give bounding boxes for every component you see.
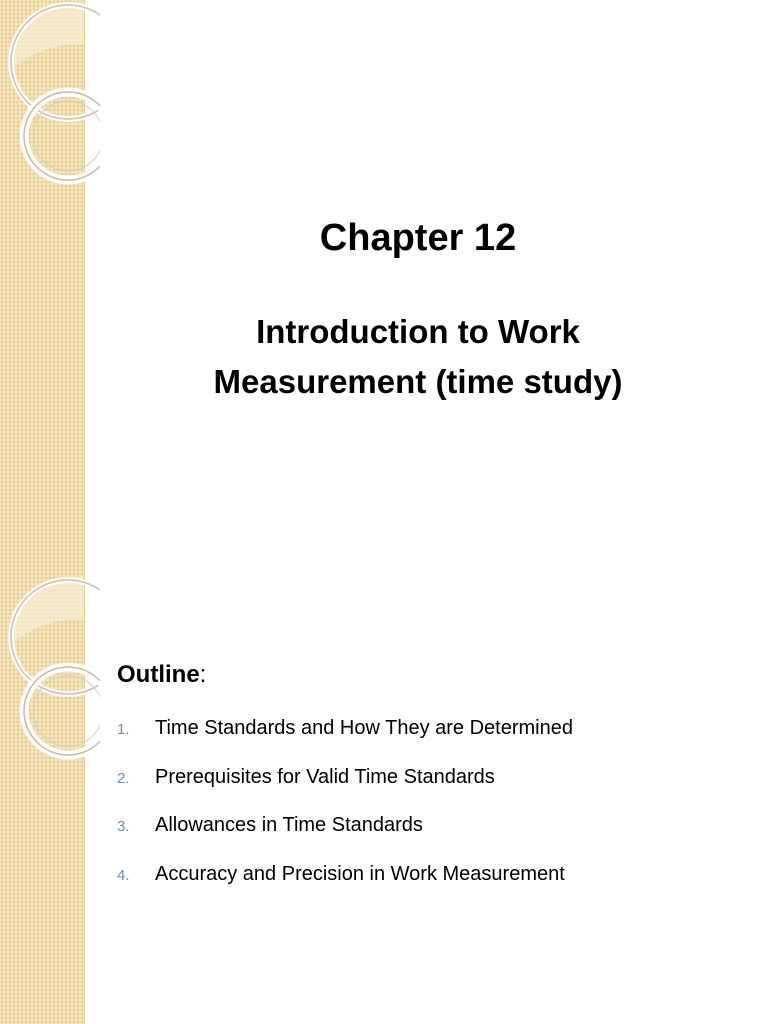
list-item-text: Prerequisites for Valid Time Standards xyxy=(155,765,495,788)
list-item-text: Allowances in Time Standards xyxy=(155,814,423,836)
outline-heading xyxy=(117,658,206,692)
list-item-text: Accuracy and Precision in Work Measurement xyxy=(155,862,565,885)
chapter-title: Chapter 12 xyxy=(319,217,517,259)
outline-label: Outline xyxy=(117,661,200,688)
subtitle-line-2: Measurement (time study) xyxy=(213,363,623,400)
list-item-number: 1. xyxy=(117,721,130,738)
subtitle-line-1: Introduction to Work xyxy=(256,313,580,350)
chapter-subtitle xyxy=(84,307,752,407)
outline-colon: : xyxy=(199,661,207,688)
decorative-rings-top xyxy=(0,0,100,200)
decorative-rings-bottom xyxy=(0,575,100,775)
list-item-text: Time Standards and How They are Determined xyxy=(155,717,573,739)
list-item-number: 2. xyxy=(117,769,130,787)
list-item-number: 3. xyxy=(117,818,130,835)
list-item-number: 4. xyxy=(117,866,130,884)
